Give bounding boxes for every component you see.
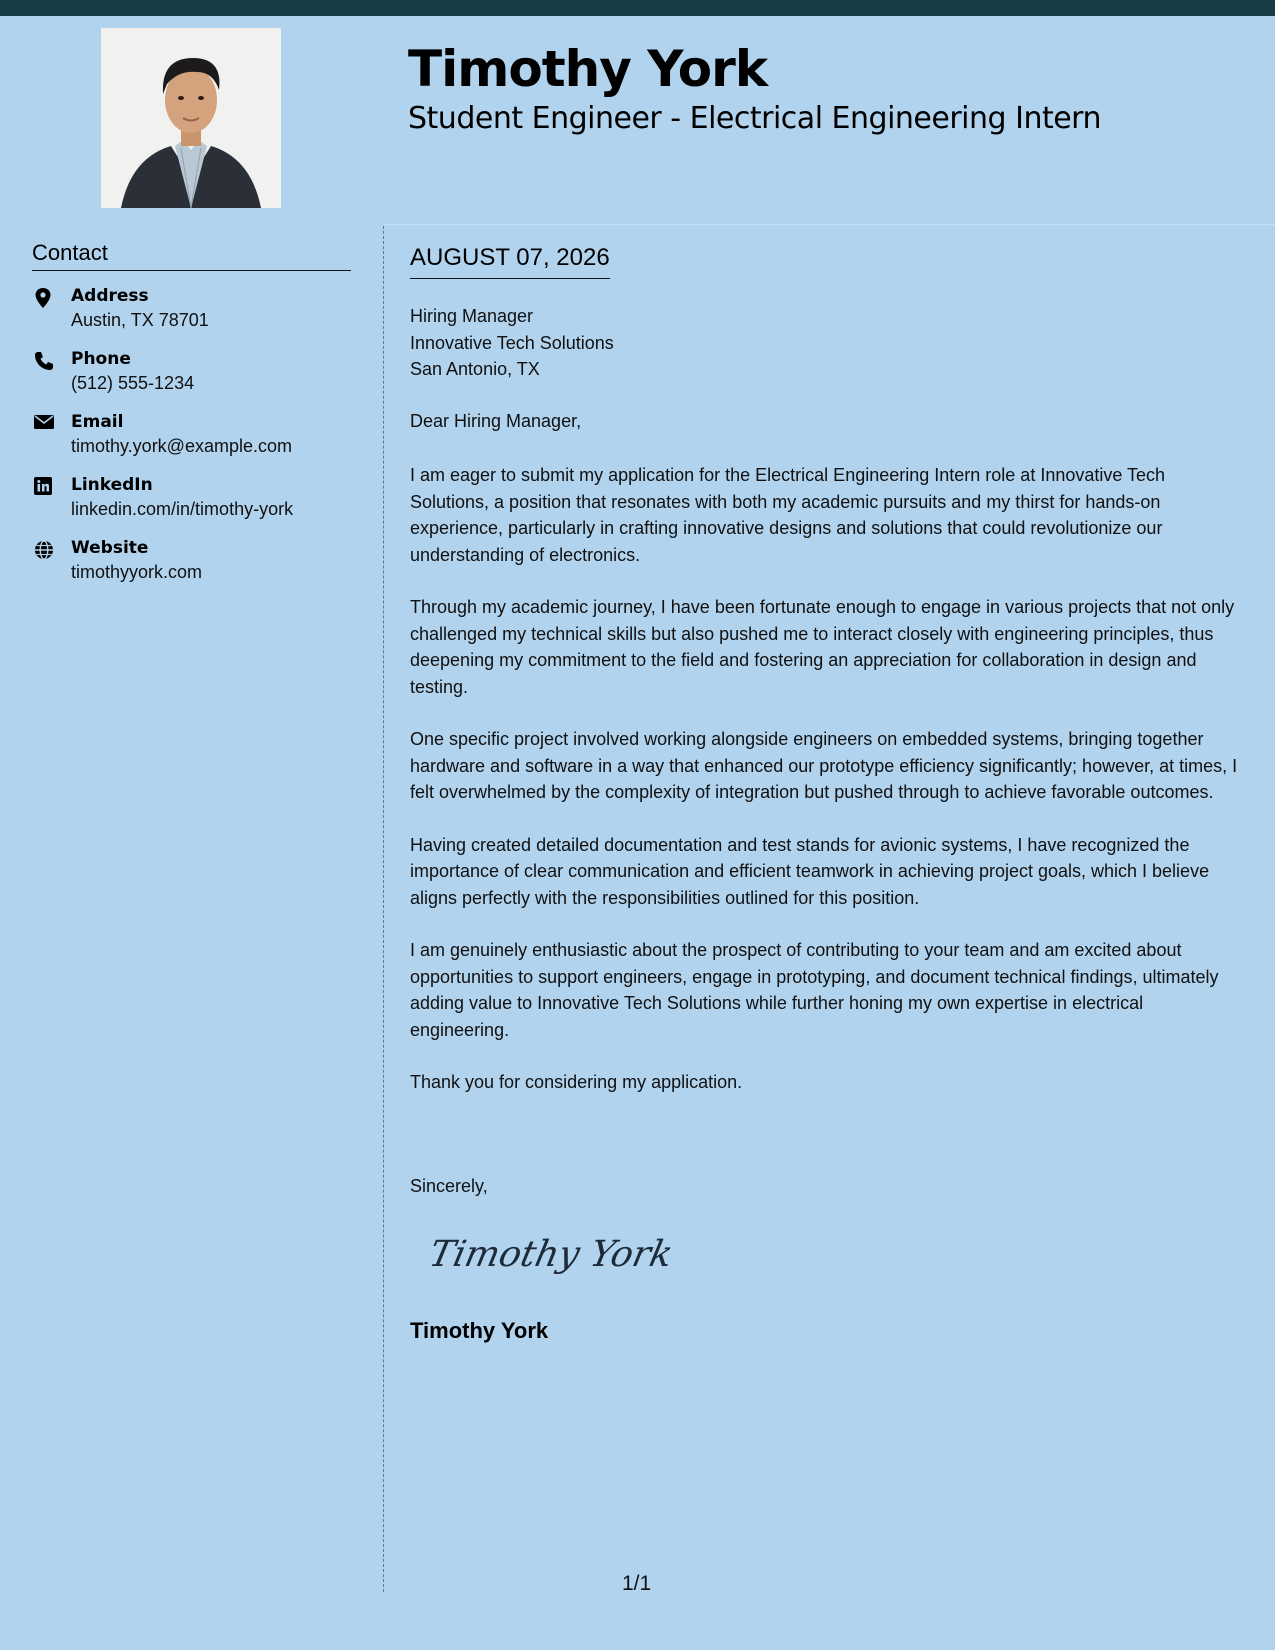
body-paragraph: Having created detailed documentation and test stands for avionic systems, I have recognized the importance of clear communication and efficient teamwork in achieving project goals, which I believe aligns perfectly with the responsibilities outlined for this position. bbox=[410, 834, 1210, 908]
contact-label: Address bbox=[71, 286, 149, 306]
profile-photo bbox=[101, 28, 281, 208]
top-accent-bar bbox=[0, 0, 1275, 16]
contact-address bbox=[32, 284, 362, 347]
contact-value: (512) 555-1234 bbox=[71, 373, 195, 393]
contact-website bbox=[32, 536, 362, 599]
body-paragraph: Through my academic journey, I have been fortunate enough to engage in various projects that not only challenged my technical skills but also pushed me to interact closely with engineering principles, thus deepening my commitment to the field and fostering an appreciation for collaboration in design and testing. bbox=[410, 597, 1235, 697]
recipient-block bbox=[410, 303, 614, 383]
column-divider bbox=[383, 226, 384, 1592]
contact-value: timothyyork.com bbox=[71, 562, 203, 582]
body-paragraph: Thank you for considering my application. bbox=[410, 1072, 743, 1092]
envelope-icon bbox=[34, 414, 54, 434]
handwritten-signature bbox=[425, 1226, 677, 1291]
contact-email bbox=[32, 410, 362, 473]
body-paragraph: I am genuinely enthusiastic about the prospect of contributing to your team and am excited about opportunities to support engineers, engage in prototyping, and document technical findings, ultimately adding value to Innovative Tech Solutions while further honing my own expertise in electrical engineering. bbox=[410, 940, 1219, 1040]
header-divider bbox=[384, 224, 1275, 225]
contact-label: Website bbox=[71, 538, 149, 558]
linkedin-icon bbox=[34, 477, 54, 497]
contact-phone bbox=[32, 347, 362, 410]
contact-value: Austin, TX 78701 bbox=[71, 310, 209, 330]
contact-list bbox=[32, 284, 362, 599]
page-number: 1/1 bbox=[622, 1572, 652, 1595]
recipient-location: San Antonio, TX bbox=[410, 359, 540, 379]
contact-label: Phone bbox=[71, 349, 131, 369]
salutation: Dear Hiring Manager, bbox=[410, 411, 582, 431]
body-paragraph: One specific project involved working alongside engineers on embedded systems, bringing together hardware and software in a way that enhanced our prototype efficiency significantly; however, at times, I felt overwhelmed by the complexity of integration but pushed through to achieve favorable outcomes. bbox=[410, 729, 1238, 802]
signer-name: Timothy York bbox=[410, 1318, 549, 1343]
recipient-company: Innovative Tech Solutions bbox=[410, 332, 614, 353]
map-pin-icon bbox=[34, 288, 54, 308]
candidate-title: Student Engineer - Electrical Engineering Intern bbox=[408, 101, 1101, 136]
contact-value: timothy.york@example.com bbox=[71, 436, 293, 456]
contact-label: LinkedIn bbox=[71, 475, 153, 495]
contact-heading: Contact bbox=[32, 240, 351, 271]
letter-closing: Sincerely, bbox=[410, 1176, 488, 1196]
contact-value: linkedin.com/in/timothy-york bbox=[71, 499, 294, 519]
candidate-name: Timothy York bbox=[408, 40, 768, 98]
globe-icon bbox=[34, 540, 54, 560]
letter-body bbox=[410, 462, 1245, 1122]
contact-label: Email bbox=[71, 412, 124, 432]
signature-text: Timothy York bbox=[425, 1232, 677, 1275]
phone-icon bbox=[34, 351, 54, 371]
body-paragraph: I am eager to submit my application for the Electrical Engineering Intern role at Innovative Tech Solutions, a position that resonates with both my academic pursuits and my thirst for hands-on experience, particularly in crafting innovative designs and solutions that could revolutionize our understanding of electronics. bbox=[410, 465, 1166, 565]
contact-linkedin bbox=[32, 473, 362, 536]
recipient-name: Hiring Manager bbox=[410, 306, 534, 326]
letter-date: AUGUST 07, 2026 bbox=[410, 244, 610, 279]
